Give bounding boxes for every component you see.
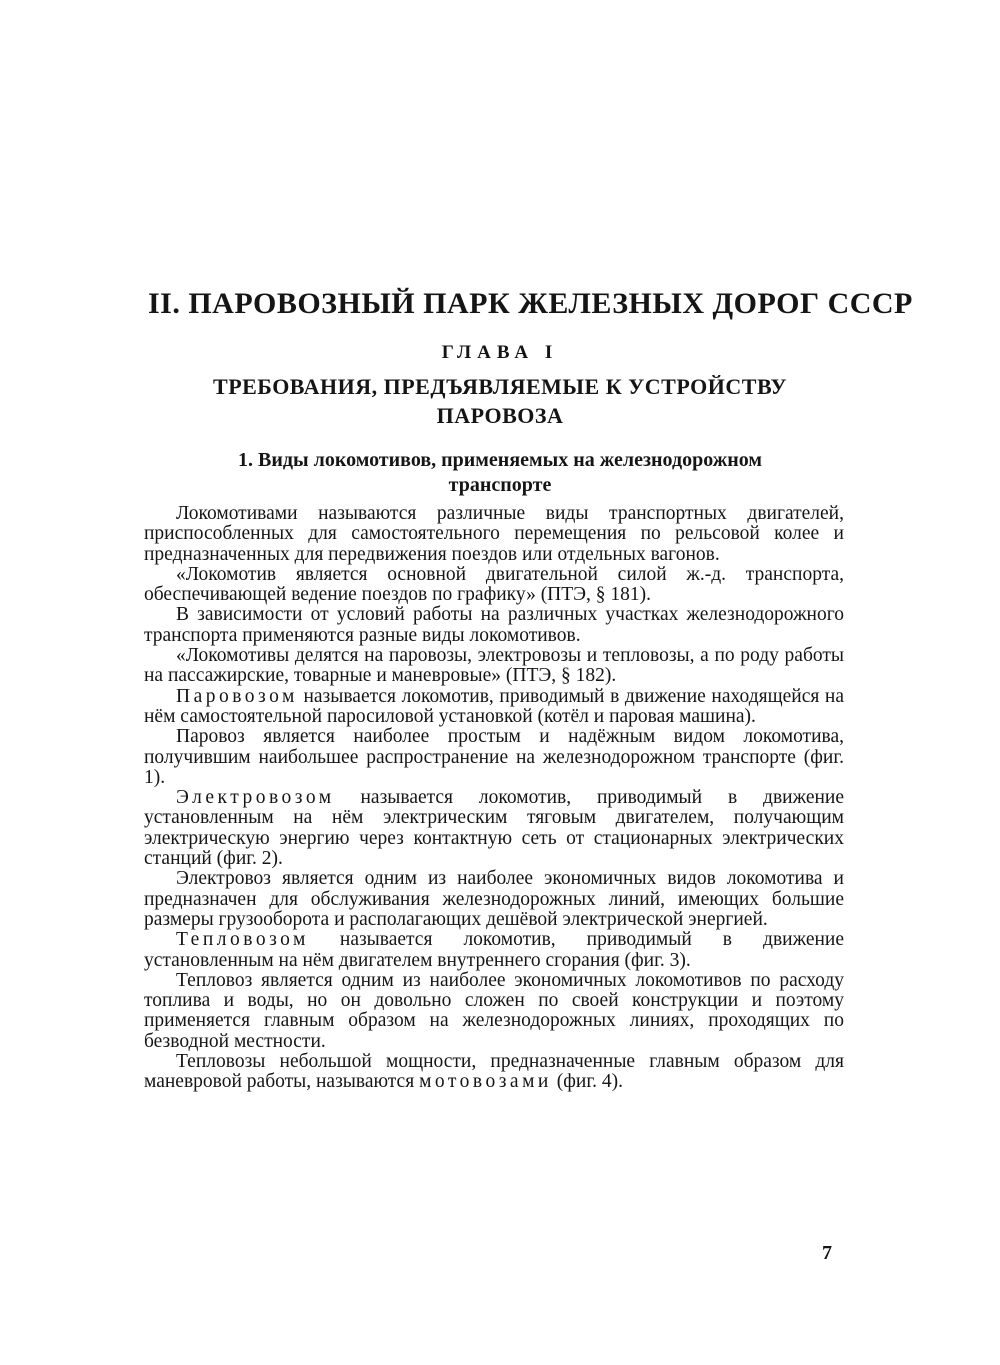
paragraph-3: В зависимости от условий работы на различных участках железнодорожного транспорта применяются разные виды локомотивов. (144, 604, 844, 646)
section-title-line-2: транспорте (448, 474, 552, 496)
paragraph-9-text: называется локомотив, приводимый в движение установленным на нём двигателем внутреннего сгорания (фиг. 3). (144, 929, 844, 971)
section-title (120, 448, 880, 498)
body-text (144, 504, 844, 1093)
paragraph-11 (144, 1052, 844, 1093)
paragraph-7 (144, 788, 844, 869)
part-title: II. ПАРОВОЗНЫЙ ПАРК ЖЕЛЕЗНЫХ ДОРОГ СССР (148, 287, 913, 320)
paragraph-5 (144, 687, 844, 728)
chapter-title (140, 372, 860, 430)
paragraph-2: «Локомотив является основной двигательной силой ж.-д. транспорта, обеспечивающей ведение поездов по графику» (ПТЭ, § 181). (144, 563, 844, 606)
paragraph-11-text-start: Тепловозы небольшой мощности, предназначенные главным образом для маневровой работы, называются (144, 1051, 844, 1093)
term-elektrovoz: Электровозом (176, 787, 335, 809)
chapter-title-line-2: ПАРОВОЗА (436, 403, 564, 428)
page-number: 7 (822, 1242, 832, 1264)
paragraph-1: Локомотивами называются различные виды транспортных двигателей, приспособленных для самостоятельного перемещения по рельсовой колее и предназначенных для передвижения поездов или отдельных вагонов. (144, 503, 844, 565)
paragraph-10: Тепловоз является одним из наиболее экономичных локомотивов по расходу топлива и воды, но он довольно сложен по своей конструкции и поэтому применяется главным образом на железнодорожных линиях, проходящих по безводной местности. (144, 969, 844, 1052)
paragraph-6: Паровоз является наиболее простым и надёжным видом локомотива, получившим наибольшее распространение на железнодорожном транспорте (фиг. 1). (144, 726, 844, 788)
paragraph-7-text: называется локомотив, приводимый в движение установленным на нём электрическим тяговым двигателем, получающим электрическую энергию через контактную сеть от стационарных электрических станций (фиг. 2). (144, 787, 844, 870)
term-parovoz: Паровозом (176, 685, 298, 707)
paragraph-8: Электровоз является одним из наиболее экономичных видов локомотива и предназначен для обслуживания железнодорожных линий, имеющих большие размеры грузооборота и располагающих дешёвой электрической энергией. (144, 868, 844, 930)
term-teplovoz: Тепловозом (176, 929, 309, 951)
chapter-title-line-1: ТРЕБОВАНИЯ, ПРЕДЪЯВЛЯЕМЫЕ К УСТРОЙСТВУ (213, 374, 787, 399)
paragraph-9 (144, 930, 844, 971)
section-title-line-1: 1. Виды локомотивов, применяемых на железнодорожном (238, 449, 762, 471)
chapter-label: ГЛАВА I (441, 342, 559, 363)
term-motovoz: мотовозами (419, 1071, 552, 1093)
paragraph-11-text-end: (фиг. 4). (551, 1071, 623, 1093)
paragraph-4: «Локомотивы делятся на паровозы, электровозы и тепловозы, а по роду работы на пассажирские, товарные и маневровые» (ПТЭ, § 182). (144, 645, 844, 687)
paragraph-5-text: называется локомотив, приводимый в движение находящейся на нём самостоятельной паросиловой установкой (котёл и паровая машина). (144, 685, 844, 727)
